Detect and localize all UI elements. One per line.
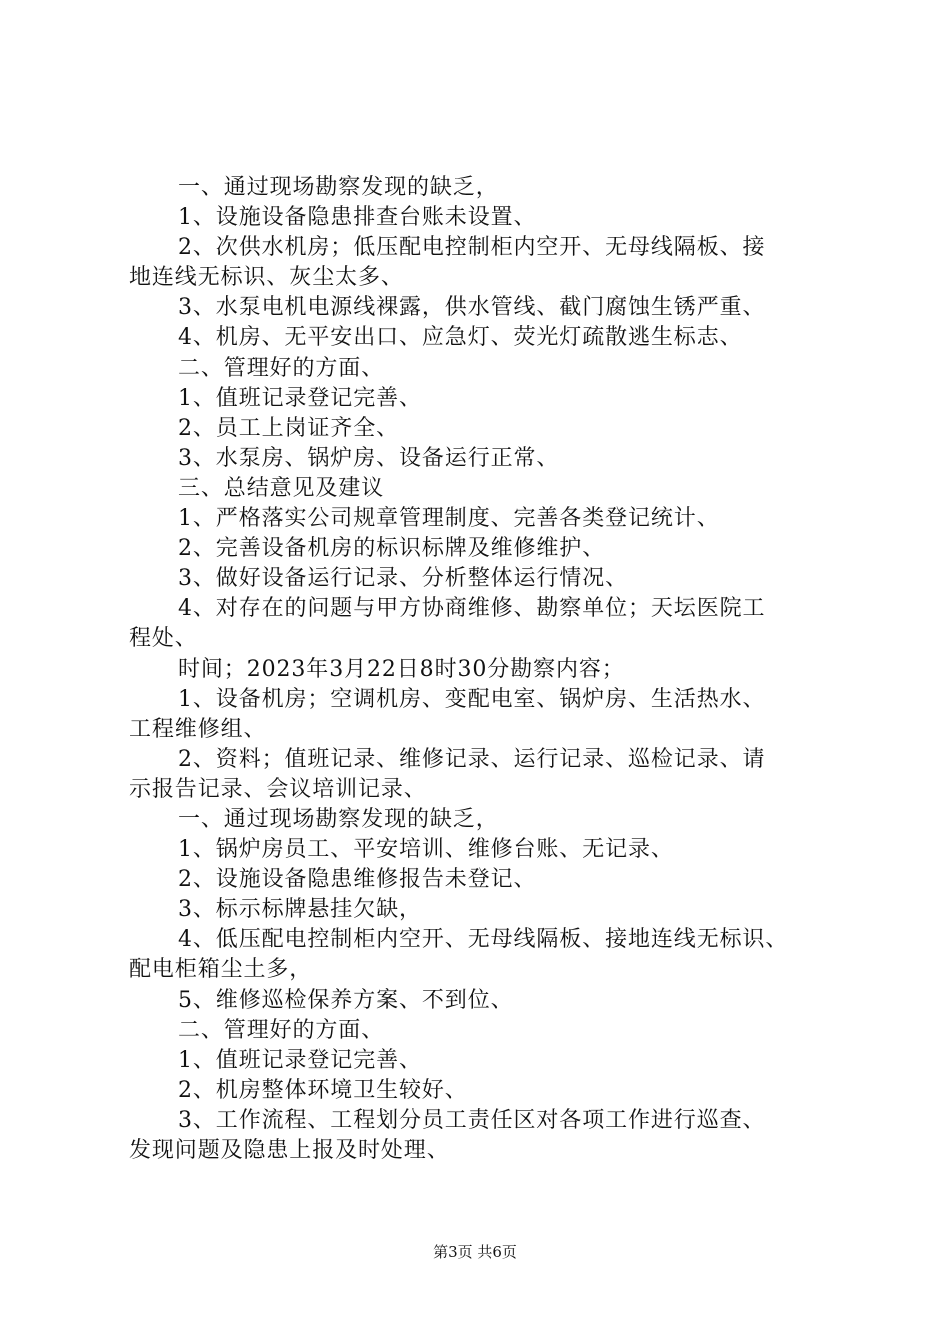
text-line: 2、员工上岗证齐全、 (178, 415, 399, 441)
text-line: 2、次供水机房；低压配电控制柜内空开、无母线隔板、接 (178, 235, 766, 261)
text-line: 1、严格落实公司规章管理制度、完善各类登记统计、 (178, 506, 720, 532)
document-body (129, 173, 859, 1166)
section-heading: 三、总结意见及建议 (178, 475, 385, 501)
text-line: 4、机房、无平安出口、应急灯、荧光灯疏散逃生标志、 (178, 325, 743, 351)
text-line: 1、锅炉房员工、平安培训、维修台账、无记录、 (178, 837, 674, 863)
text-line: 3、水泵电机电源线裸露，供水管线、截门腐蚀生锈严重、 (178, 295, 766, 321)
text-line: 3、工作流程、工程划分员工责任区对各项工作进行巡查、 (178, 1107, 766, 1133)
text-line: 地连线无标识、灰尘太多、 (129, 265, 404, 291)
text-line: 时间；2023年3月22日8时30分勘察内容； (178, 656, 625, 682)
text-line: 3、标示标牌悬挂欠缺， (178, 897, 422, 923)
text-line: 4、对存在的问题与甲方协商维修、勘察单位；天坛医院工 (178, 596, 766, 622)
text-line: 2、完善设备机房的标识标牌及维修维护、 (178, 536, 606, 562)
text-line: 1、值班记录登记完善、 (178, 385, 422, 411)
section-heading: 二、管理好的方面、 (178, 1017, 385, 1043)
text-line: 2、资料；值班记录、维修记录、运行记录、巡检记录、请 (178, 746, 766, 772)
text-line: 3、水泵房、锅炉房、设备运行正常、 (178, 445, 560, 471)
text-line: 1、设施设备隐患排查台账未设置、 (178, 205, 537, 231)
text-line: 程处、 (129, 626, 198, 652)
text-line: 2、设施设备隐患维修报告未登记、 (178, 867, 537, 893)
text-line: 示报告记录、会议培训记录、 (129, 776, 427, 802)
page-number-footer: 第3页 共6页 (433, 1243, 517, 1261)
text-line: 1、设备机房；空调机房、变配电室、锅炉房、生活热水、 (178, 686, 766, 712)
text-line: 配电柜箱尘土多， (129, 957, 313, 983)
section-heading: 一、通过现场勘察发现的缺乏， (178, 175, 499, 200)
text-line: 5、维修巡检保养方案、不到位、 (178, 987, 514, 1013)
text-line: 3、做好设备运行记录、分析整体运行情况、 (178, 566, 628, 592)
text-line: 4、低压配电控制柜内空开、无母线隔板、接地连线无标识、 (178, 927, 789, 953)
section-heading: 一、通过现场勘察发现的缺乏， (178, 806, 499, 832)
section-heading: 二、管理好的方面、 (178, 355, 385, 381)
text-line: 发现问题及隐患上报及时处理、 (129, 1138, 450, 1163)
text-line: 2、机房整体环境卫生较好、 (178, 1077, 468, 1103)
text-line: 工程维修组、 (129, 716, 267, 742)
text-line: 1、值班记录登记完善、 (178, 1047, 422, 1073)
